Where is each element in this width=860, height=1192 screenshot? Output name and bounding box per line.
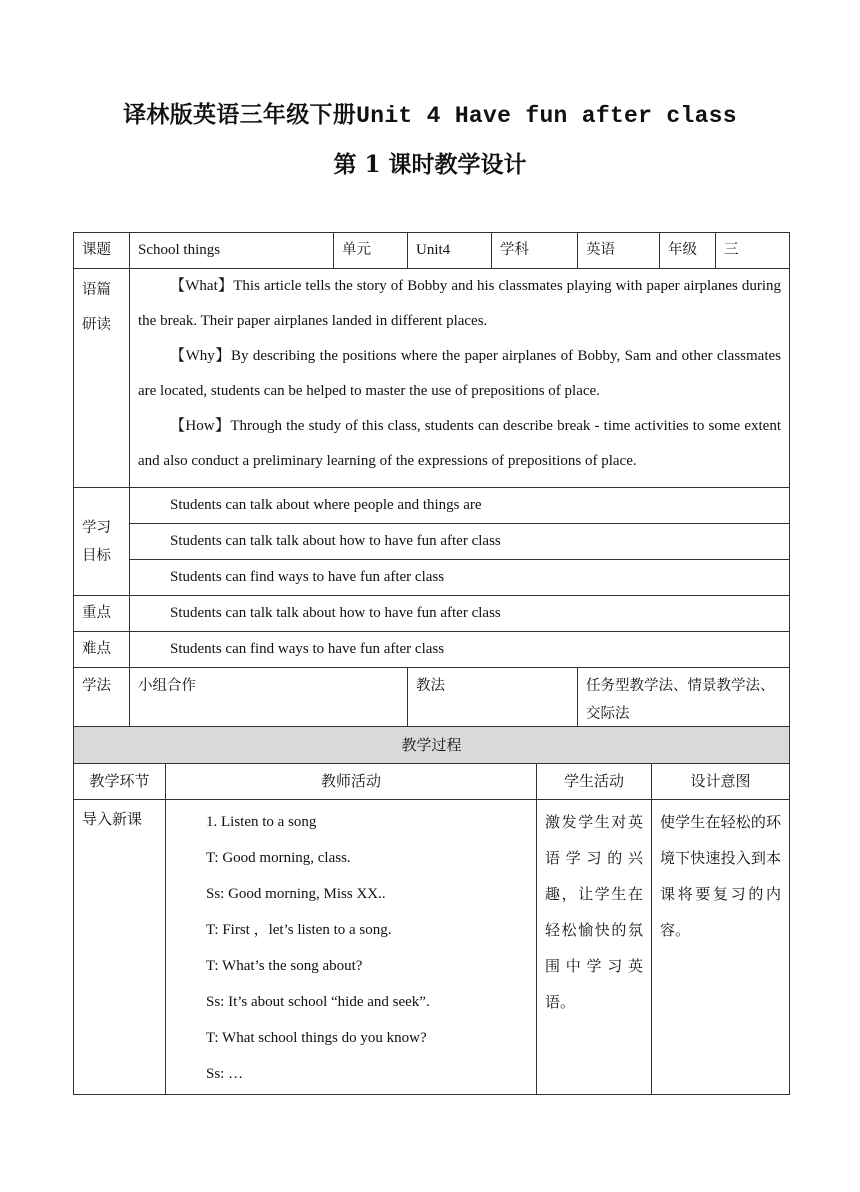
- difficult-point-row: [74, 632, 790, 668]
- process-heading: 教学过程: [74, 727, 790, 764]
- col-teacher-header: 教师活动: [166, 764, 537, 800]
- teacher-line: T: Good morning, class.: [206, 850, 351, 866]
- difficult-point-label: 难点: [74, 632, 130, 668]
- teacher-line: Ss: It’s about school “hide and seek”.: [206, 994, 430, 1010]
- document-subtitle: 第 1 课时教学设计: [333, 151, 527, 178]
- teacher-line: T: What school things do you know?: [206, 1030, 427, 1046]
- learn-method-value: 小组合作: [130, 668, 408, 731]
- teacher-activity-cell: [166, 800, 537, 1095]
- reading-row: [74, 269, 790, 488]
- unit-label: 单元: [334, 233, 408, 269]
- goal-row: [74, 524, 790, 560]
- teacher-line: T: First ，let’s listen to a song.: [206, 922, 392, 938]
- reading-what: 【What】This article tells the story of Bobby and his classmates playing with paper airplanes during the break. Their paper airplanes landed in different places.: [138, 278, 781, 329]
- process-column-headers: [74, 764, 790, 800]
- reading-body: [130, 269, 790, 488]
- col-stage-header: 教学环节: [74, 764, 166, 800]
- reading-how: 【How】Through the study of this class, students can describe break - time activities to some extent and also conduct a preliminary learning of the expressions of prepositions of place.: [138, 418, 781, 469]
- teach-method-value: 任务型教学法、情景教学法、交际法: [578, 668, 790, 731]
- reading-why: 【Why】By describing the positions where the paper airplanes of Bobby, Sam and other classmates are located, students can be helped to master the use of prepositions of place.: [138, 348, 781, 399]
- method-row: [74, 668, 790, 731]
- process-row: [74, 800, 790, 1095]
- title-prefix: 译林版英语三年级下册: [123, 101, 357, 128]
- key-point-row: [74, 596, 790, 632]
- grade-value: 三: [716, 233, 790, 269]
- goal-row: [74, 488, 790, 524]
- title-unit: Unit 4 Have fun after class: [356, 103, 737, 129]
- col-design-header: 设计意图: [652, 764, 790, 800]
- goal-item: Students can talk talk about how to have fun after class: [130, 524, 790, 560]
- key-point-text: Students can talk talk about how to have fun after class: [130, 596, 790, 632]
- difficult-point-text: Students can find ways to have fun after class: [130, 632, 790, 668]
- student-activity-cell: 激发学生对英语学习的兴趣，让学生在轻松愉快的氛围中学习英语。: [537, 800, 652, 1095]
- goal-item: Students can find ways to have fun after class: [130, 560, 790, 596]
- lesson-info-table: [73, 232, 790, 731]
- teacher-line: Ss: Good morning, Miss XX..: [206, 886, 386, 902]
- unit-value: Unit4: [408, 233, 492, 269]
- key-point-label: 重点: [74, 596, 130, 632]
- reading-label: 语篇 研读: [74, 269, 130, 488]
- grade-label: 年级: [660, 233, 716, 269]
- goal-item: Students can talk about where people and things are: [130, 488, 790, 524]
- process-heading-row: [74, 727, 790, 764]
- goal-row: [74, 560, 790, 596]
- col-student-header: 学生活动: [537, 764, 652, 800]
- teacher-line: 1. Listen to a song: [206, 814, 317, 830]
- topic-label: 课题: [74, 233, 130, 269]
- subject-value: 英语: [578, 233, 660, 269]
- info-row: [74, 233, 790, 269]
- subject-label: 学科: [492, 233, 578, 269]
- stage-cell: 导入新课: [74, 800, 166, 1095]
- design-intent-cell: 使学生在轻松的环境下快速投入到本课将要复习的内容。: [652, 800, 790, 1095]
- teaching-process-table: [73, 726, 790, 1095]
- document-title: [0, 96, 860, 129]
- teach-method-label: 教法: [408, 668, 578, 731]
- topic-value: School things: [130, 233, 334, 269]
- teacher-line: T: What’s the song about?: [206, 958, 363, 974]
- goals-label: 学习 目标: [74, 488, 130, 596]
- teacher-line: Ss: …: [206, 1066, 244, 1082]
- learn-method-label: 学法: [74, 668, 130, 731]
